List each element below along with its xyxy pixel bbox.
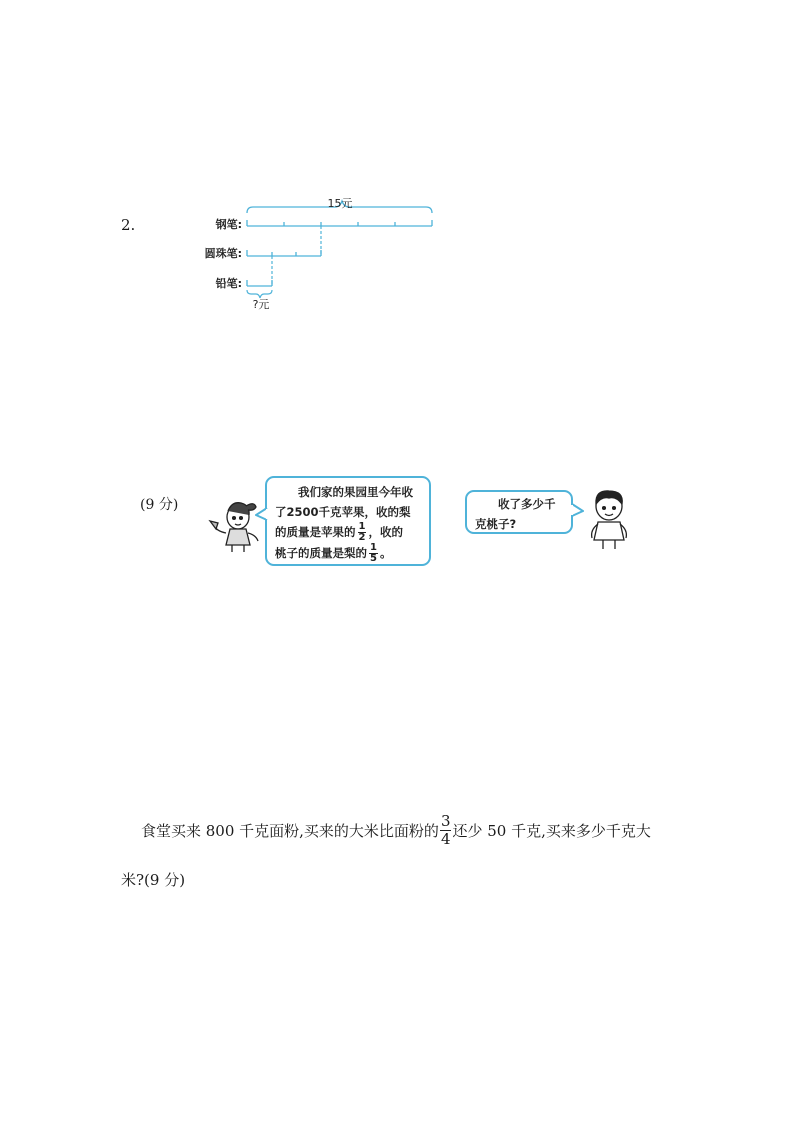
question-3-text-b: 还少 50 千克,买来多少千克大 (452, 821, 651, 840)
question-3-line-1 (141, 813, 651, 848)
fraction-three-quarters: 3 4 (440, 812, 451, 848)
boy-illustration (586, 488, 632, 550)
speech-line-2: 了2500千克苹果，收的梨 (275, 505, 411, 519)
pen-segment (247, 220, 432, 226)
boy-speech-bubble (465, 490, 573, 534)
segment-diagram-svg (190, 190, 450, 315)
question-3-text-a: 食堂买来 800 千克面粉,买来的大米比面粉的 (141, 821, 439, 840)
boy-bubble-tail (570, 502, 584, 518)
unknown-label: ?元 (252, 298, 270, 311)
girl-bubble-tail (255, 506, 269, 522)
question-3-line-2: 米?(9 分) (121, 871, 186, 889)
speech-line-1: 我们家的果园里今年收 (298, 485, 413, 499)
segment-diagram (190, 190, 450, 319)
speech-line-3: 的质量是苹果的 $\frac{1}{2}$ ，收的 (275, 521, 403, 543)
row-label-pen: 钢笔: (215, 218, 242, 231)
question-2-number: 2. (121, 216, 136, 234)
row-label-ballpoint: 圆珠笔: (204, 247, 242, 260)
total-label: 15元 (327, 197, 353, 210)
pencil-segment (247, 280, 272, 286)
fraction-one-fifth: $\frac{1}{5}$ (370, 542, 377, 564)
row-label-pencil: 铅笔: (215, 277, 242, 290)
fraction-one-half: $\frac{1}{2}$ (358, 521, 366, 543)
speech-line-4: 桃子的质量是梨的 $\frac{1}{5}$ 。 (275, 542, 392, 564)
boy-speech-line-1: 收了多少千 (498, 497, 556, 511)
ballpoint-segment (247, 250, 321, 256)
dialog-score: (9 分) (140, 497, 179, 513)
girl-speech-bubble (265, 476, 431, 566)
pencil-brace (247, 290, 272, 298)
boy-speech-line-2: 克桃子? (475, 517, 517, 531)
